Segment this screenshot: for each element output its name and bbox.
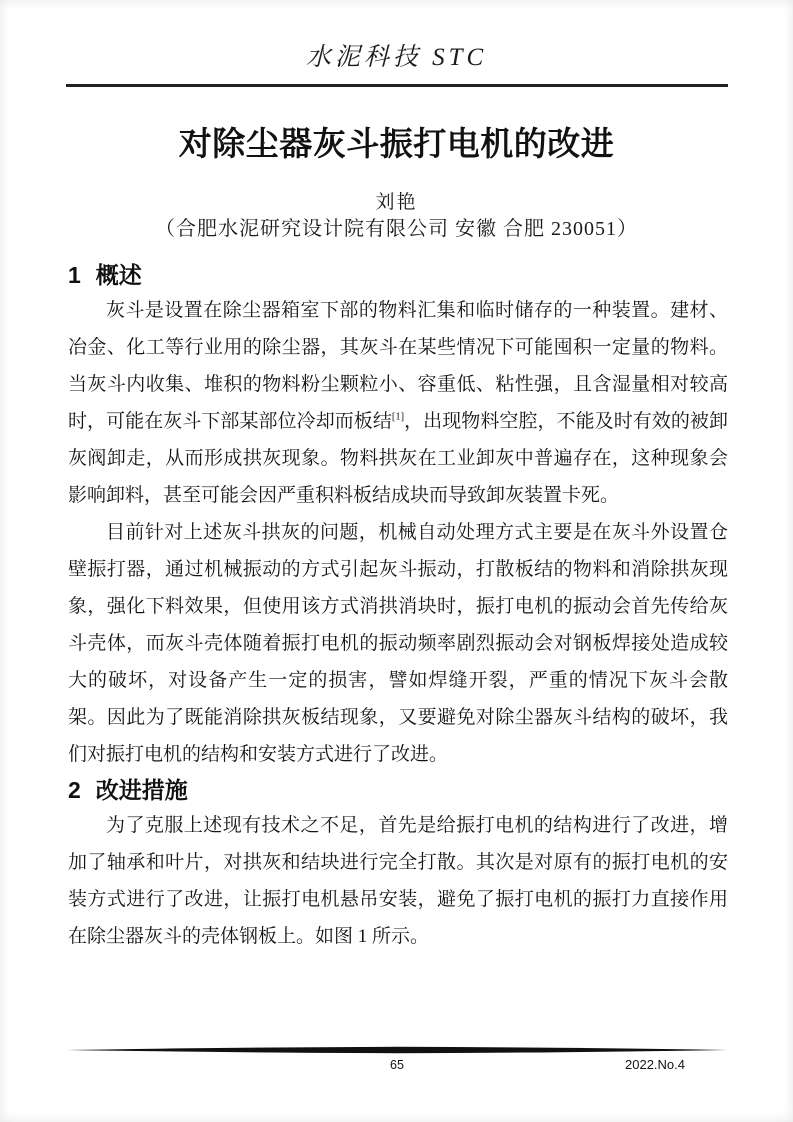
section-1-title: 概述 [95,262,142,288]
section-2-number: 2 [68,777,81,803]
section-2-paragraph-1: 为了克服上述现有技术之不足，首先是给振打电机的结构进行了改进，增加了轴承和叶片，对拱灰和结块进行完全打散。其次是对原有的振打电机的安装方式进行了改进，让振打电机悬吊安装，避免了振打电机的振打力直接作用在除尘器灰斗的壳体钢板上。如图 1 所示。 [68,815,728,947]
section-2-heading [68,773,728,807]
section-1-heading [68,258,728,292]
section-2-title: 改进措施 [95,777,188,803]
footer-rule [66,1046,728,1054]
paragraph-text: ，出现物料空腔，不能及时有效的被卸灰阀卸走，从而形成拱灰现象。物料拱灰在工业卸灰中普遍存在，这种现象会影响卸料，甚至可能会因严重积料板结成块而导致卸灰装置卡死。 [68,411,728,506]
header-rule [66,84,728,87]
paragraph-text: 灰斗是设置在除尘器箱室下部的物料汇集和临时储存的一种装置。建材、冶金、化工等行业用的除尘器，其灰斗在某些情况下可能囤积一定量的物料。当灰斗内收集、堆积的物料粉尘颗粒小、容重低、粘性强，且含湿量相对较高时，可能在灰斗下部某部位冷却而板结 [68,300,728,432]
citation-ref-1: [1] [391,411,405,423]
section-1-number: 1 [68,262,81,288]
journal-header-title: 水泥科技 STC [305,44,488,71]
issue-label: 2022.No.4 [625,1057,685,1072]
section-1-paragraph-1 [68,292,728,514]
author-name: 刘艳 [375,192,418,213]
page-number: 65 [390,1058,404,1072]
article-body [68,258,728,955]
article-title: 对除尘器灰斗振打电机的改进 [178,125,615,162]
author-affiliation: （合肥水泥研究设计院有限公司 安徽 合肥 230051） [155,218,638,240]
section-1-paragraph-2: 目前针对上述灰斗拱灰的问题，机械自动处理方式主要是在灰斗外设置仓壁振打器，通过机械振动的方式引起灰斗振动，打散板结的物料和消除拱灰现象，强化下料效果，但使用该方式消拱消块时，振打电机的振动会首先传给灰斗壳体，而灰斗壳体随着振打电机的振动频率剧烈振动会对钢板焊接处造成较大的破坏，对设备产生一定的损害，譬如焊缝开裂，严重的情况下灰斗会散架。因此为了既能消除拱灰板结现象，又要避免对除尘器灰斗结构的破坏，我们对振打电机的结构和安装方式进行了改进。 [68,522,728,765]
